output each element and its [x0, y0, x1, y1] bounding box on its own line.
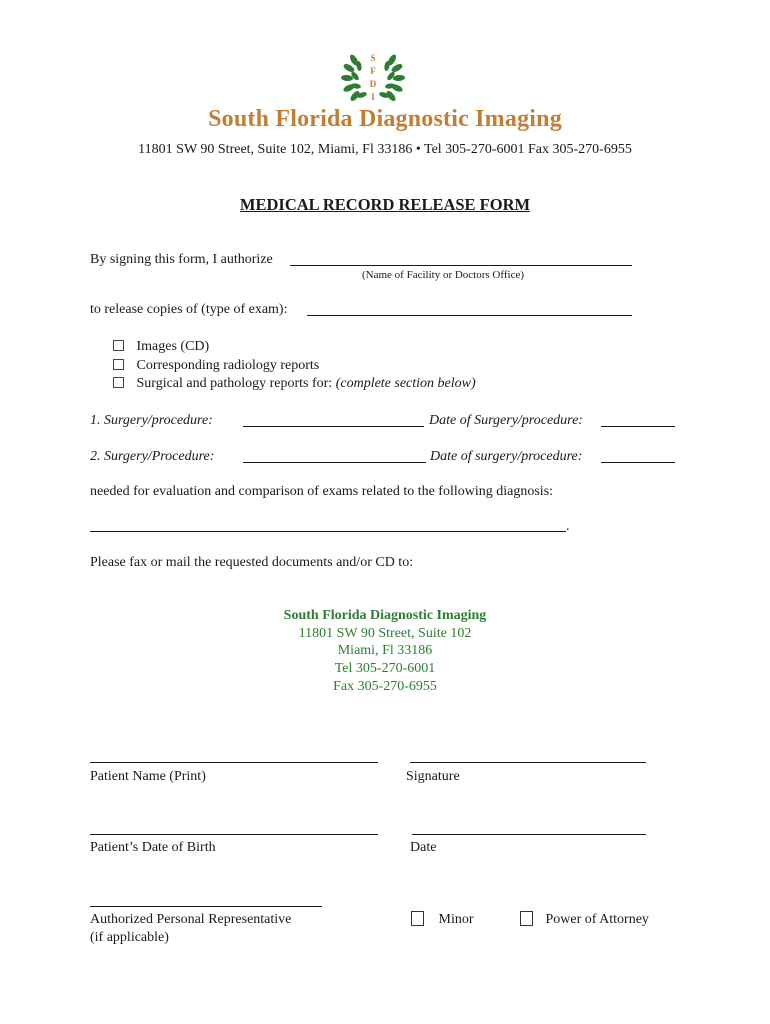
option-images-label: Images (CD)	[136, 339, 210, 354]
logo-letter-i: I	[371, 92, 375, 102]
diagnosis-period: .	[566, 519, 570, 534]
surgery-1-date-label: Date of Surgery/procedure:	[429, 413, 583, 428]
diagnosis-field[interactable]	[90, 531, 566, 532]
form-title: MEDICAL RECORD RELEASE FORM	[239, 195, 531, 214]
release-prefix: to release copies of (type of exam):	[90, 302, 288, 317]
authorize-prefix: By signing this form, I authorize	[90, 252, 273, 267]
logo-letter-f: F	[370, 66, 376, 76]
rep-line[interactable]	[90, 906, 322, 907]
patient-name-line[interactable]	[90, 762, 378, 763]
exam-type-field[interactable]	[307, 315, 632, 316]
option-reports-label: Corresponding radiology reports	[136, 358, 320, 373]
mail-to-tel: Tel 305-270-6001	[334, 661, 436, 676]
logo	[340, 46, 406, 108]
mail-to-name: South Florida Diagnostic Imaging	[283, 608, 487, 623]
surgery-1-date-field[interactable]	[601, 426, 675, 427]
minor-checkbox[interactable]	[411, 911, 424, 926]
poa-label: Power of Attorney	[545, 912, 649, 927]
surgery-2-field[interactable]	[243, 462, 426, 463]
facility-name-field[interactable]	[290, 265, 632, 266]
send-to-text: Please fax or mail the requested documents and/or CD to:	[90, 555, 414, 570]
minor-option	[411, 911, 474, 929]
logo-letter-d: D	[369, 79, 377, 89]
header-address: 11801 SW 90 Street, Suite 102, Miami, Fl 33186 • Tel 305-270-6001 Fax 305-270-6955	[138, 142, 632, 157]
date-line[interactable]	[412, 834, 646, 835]
option-reports	[113, 357, 319, 375]
rep-label-1: Authorized Personal Representative	[90, 912, 292, 927]
surgery-2-date-field[interactable]	[601, 462, 675, 463]
diagnosis-text: needed for evaluation and comparison of exams related to the following diagnosis:	[90, 484, 554, 499]
mail-to-street: 11801 SW 90 Street, Suite 102	[298, 626, 472, 641]
date-label: Date	[410, 840, 437, 855]
rep-label-2: (if applicable)	[90, 930, 169, 945]
images-checkbox[interactable]	[113, 340, 124, 351]
dob-line[interactable]	[90, 834, 378, 835]
surgery-1-label: 1. Surgery/procedure:	[90, 413, 213, 428]
brand-name: South Florida Diagnostic Imaging	[208, 106, 562, 132]
surgery-2-label: 2. Surgery/Procedure:	[90, 449, 215, 464]
option-surgical-note: (complete section below)	[335, 376, 476, 391]
option-images	[113, 338, 209, 356]
surgical-checkbox[interactable]	[113, 377, 124, 388]
logo-letter-s: S	[370, 53, 376, 63]
dob-label: Patient’s Date of Birth	[90, 840, 216, 855]
reports-checkbox[interactable]	[113, 359, 124, 370]
patient-name-label: Patient Name (Print)	[90, 769, 206, 784]
option-surgical-label: Surgical and pathology reports for:	[136, 376, 333, 391]
option-surgical	[113, 375, 476, 393]
surgery-2-date-label: Date of surgery/procedure:	[430, 449, 583, 464]
poa-option	[520, 911, 649, 929]
signature-line[interactable]	[410, 762, 646, 763]
poa-checkbox[interactable]	[520, 911, 533, 926]
minor-label: Minor	[438, 912, 474, 927]
surgery-1-field[interactable]	[243, 426, 424, 427]
mail-to-city: Miami, Fl 33186	[337, 643, 433, 658]
mail-to-fax: Fax 305-270-6955	[333, 679, 437, 694]
signature-label: Signature	[406, 769, 460, 784]
facility-caption: (Name of Facility or Doctors Office)	[362, 269, 524, 281]
laurel-wreath-icon	[340, 46, 406, 108]
